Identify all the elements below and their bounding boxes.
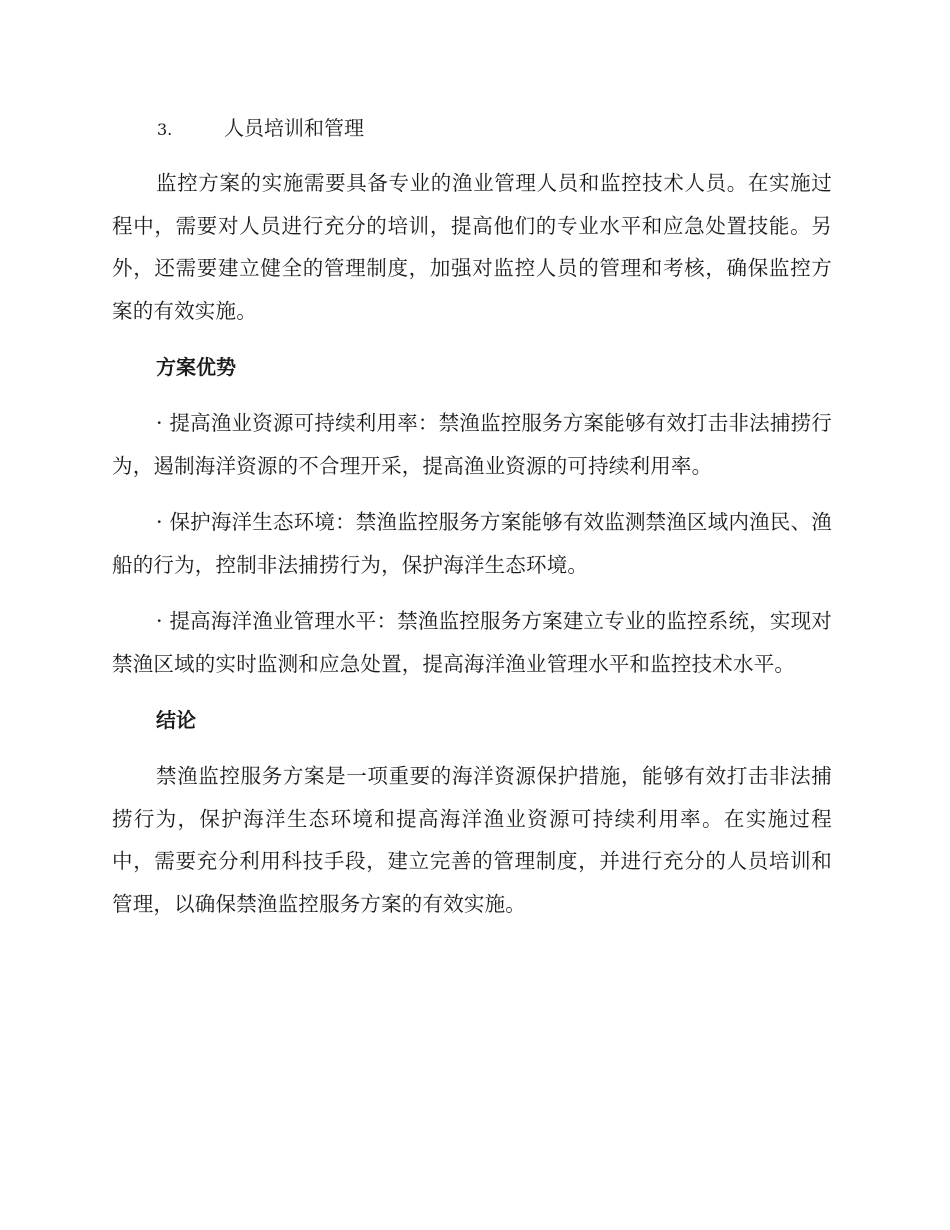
training-paragraph: 监控方案的实施需要具备专业的渔业管理人员和监控技术人员。在实施过程中，需要对人员进行充分的培训，提高他们的专业水平和应急处置技能。另外，还需要建立健全的管理制度，加强对监控人员的管理和考核，确保监控方案的有效实施。 bbox=[112, 171, 832, 323]
advantage-item-1: · 提高渔业资源可持续利用率：禁渔监控服务方案能够有效打击非法捕捞行为，遏制海洋资源的不合理开采，提高渔业资源的可持续利用率。 bbox=[112, 411, 832, 478]
conclusion-paragraph: 禁渔监控服务方案是一项重要的海洋资源保护措施，能够有效打击非法捕捞行为，保护海洋生态环境和提高海洋渔业资源可持续利用率。在实施过程中，需要充分利用科技手段，建立完善的管理制度，并进行充分的人员培训和管理，以确保禁渔监控服务方案的有效实施。 bbox=[112, 764, 832, 916]
advantage-item-2: · 保护海洋生态环境：禁渔监控服务方案能够有效监测禁渔区域内渔民、渔船的行为，控制非法捕捞行为，保护海洋生态环境。 bbox=[112, 510, 832, 577]
section-3-heading bbox=[157, 108, 832, 148]
document-page bbox=[112, 108, 832, 939]
section-number: 3. bbox=[157, 120, 173, 139]
section-title: 人员培训和管理 bbox=[224, 116, 364, 140]
advantages-heading: 方案优势 bbox=[156, 355, 236, 379]
conclusion-heading: 结论 bbox=[156, 708, 196, 732]
advantage-item-3: · 提高海洋渔业管理水平：禁渔监控服务方案建立专业的监控系统，实现对禁渔区域的实时监测和应急处置，提高海洋渔业管理水平和监控技术水平。 bbox=[112, 609, 832, 676]
